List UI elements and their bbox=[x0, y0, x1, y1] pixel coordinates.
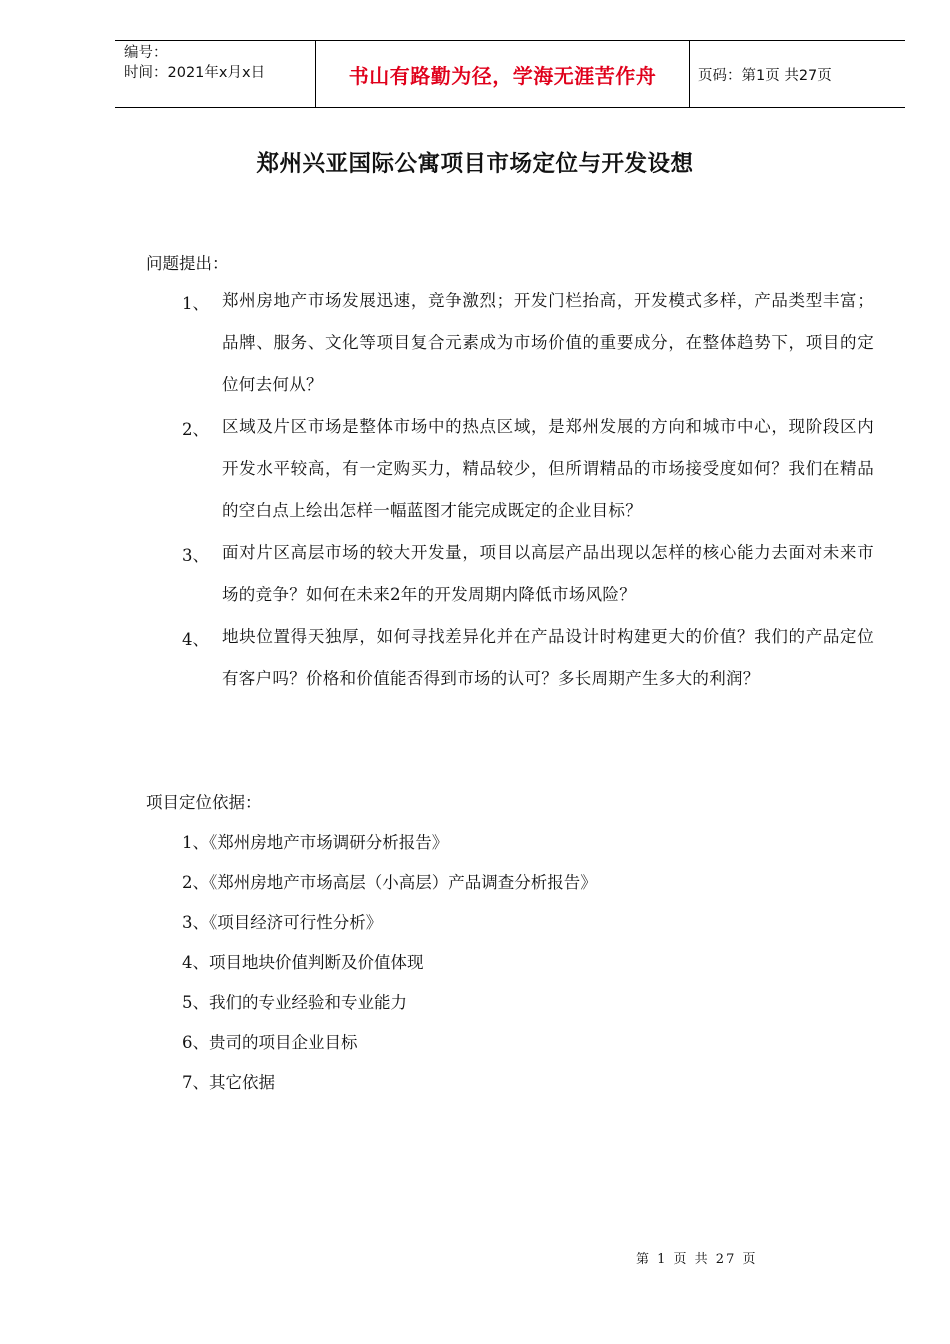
question-text: 区域及片区市场是整体市场中的热点区域，是郑州发展的方向和城市中心，现阶段区内开发水平较高，有一定购买力，精品较少，但所谓精品的市场接受度如何？我们在精品的空白点上绘出怎样一幅蓝图才能完成既定的企业目标？ bbox=[222, 417, 874, 520]
basis-item-5: 5、我们的专业经验和专业能力 bbox=[182, 993, 407, 1012]
header-motto-cell bbox=[316, 41, 690, 107]
motto-text: 书山有路勤为径，学海无涯苦作舟 bbox=[348, 63, 657, 88]
basis-item-2: 2、《郑州房地产市场高层（小高层）产品调查分析报告》 bbox=[182, 873, 597, 892]
page-info: 页码：第1页 共27页 bbox=[698, 67, 832, 84]
basis-heading: 项目定位依据： bbox=[146, 793, 262, 812]
basis-item-4: 4、项目地块价值判断及价值体现 bbox=[182, 953, 424, 972]
page-footer: 第 1 页 共 27 页 bbox=[636, 1252, 758, 1267]
header-table bbox=[115, 40, 905, 108]
document-title: 郑州兴亚国际公寓项目市场定位与开发设想 bbox=[256, 151, 694, 177]
question-number: 4、 bbox=[182, 630, 209, 649]
questions-heading: 问题提出： bbox=[146, 254, 229, 273]
question-number: 2、 bbox=[182, 420, 209, 439]
number-label: 编号： bbox=[124, 45, 168, 61]
question-text: 郑州房地产市场发展迅速，竞争激烈；开发门栏抬高，开发模式多样，产品类型丰富；品牌、服务、文化等项目复合元素成为市场价值的重要成分，在整体趋势下，项目的定位何去何从？ bbox=[222, 291, 874, 394]
header-page-cell bbox=[690, 41, 905, 107]
basis-item-3: 3、《项目经济可行性分析》 bbox=[182, 913, 383, 932]
time-label: 时间：2021年x月x日 bbox=[124, 65, 266, 81]
question-number: 1、 bbox=[182, 294, 209, 313]
basis-item-6: 6、贵司的项目企业目标 bbox=[182, 1033, 358, 1052]
header-meta-cell bbox=[115, 41, 316, 107]
question-text: 面对片区高层市场的较大开发量，项目以高层产品出现以怎样的核心能力去面对未来市场的竞争？如何在未来2年的开发周期内降低市场风险？ bbox=[222, 543, 874, 604]
basis-item-7: 7、其它依据 bbox=[182, 1073, 275, 1092]
question-text: 地块位置得天独厚，如何寻找差异化并在产品设计时构建更大的价值？我们的产品定位有客户吗？价格和价值能否得到市场的认可？多长周期产生多大的利润？ bbox=[222, 627, 874, 688]
basis-item-1: 1、《郑州房地产市场调研分析报告》 bbox=[182, 833, 449, 852]
question-number: 3、 bbox=[182, 546, 209, 565]
